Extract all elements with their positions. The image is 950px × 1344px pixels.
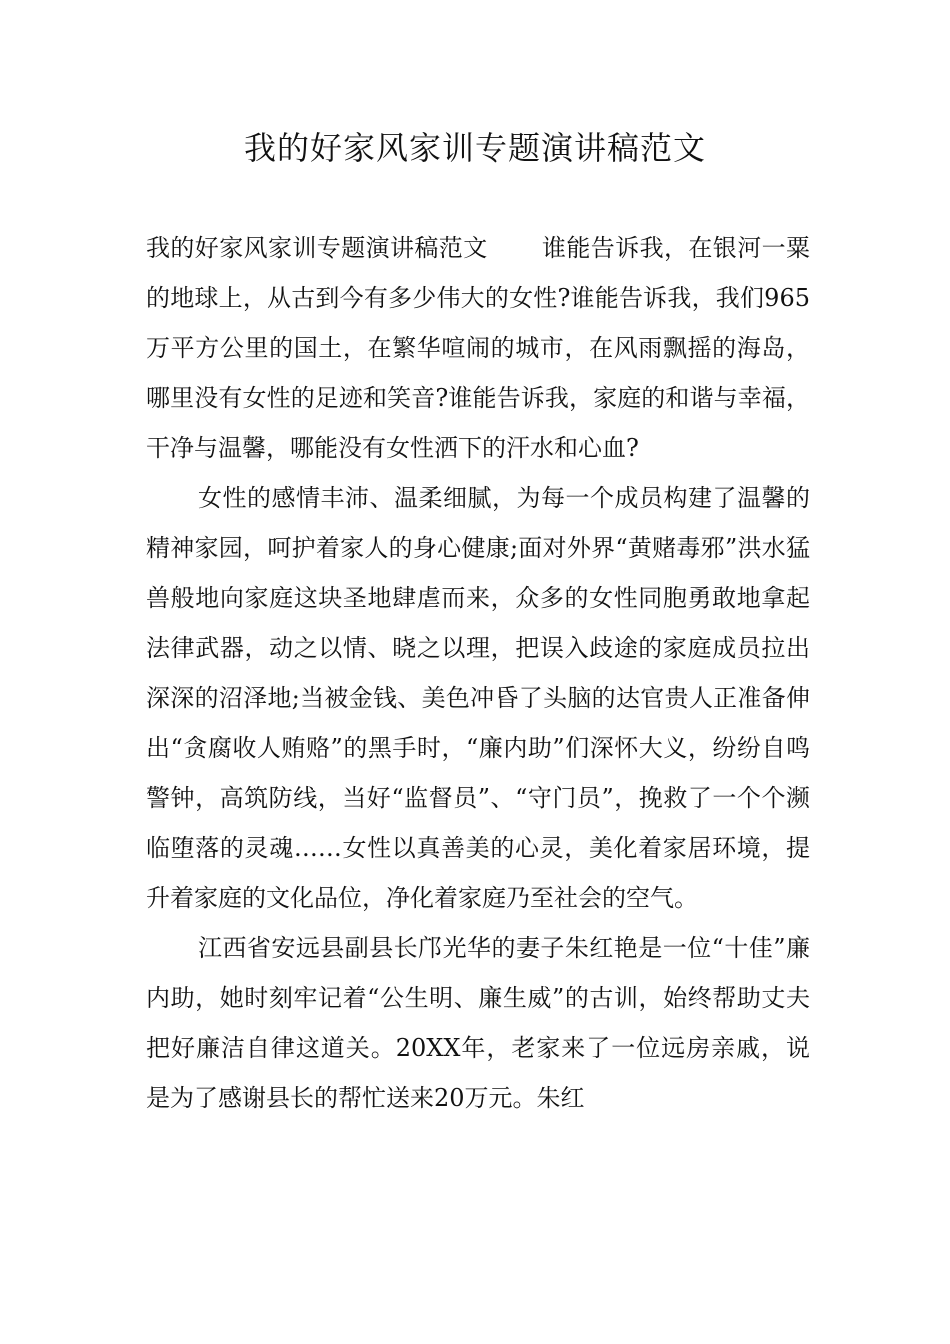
document-title: 我的好家风家训专题演讲稿范文 <box>243 129 706 167</box>
document-body <box>146 223 810 1123</box>
paragraph-1 <box>146 223 810 473</box>
paragraph-1-lead: 我的好家风家训专题演讲稿范文 <box>146 234 488 262</box>
paragraph-1-text: 谁能告诉我，在银河一粟的地球上，从古到今有多少伟大的女性?谁能告诉我，我们965万平方公里的国土，在繁华喧闹的城市，在风雨飘摇的海岛，哪里没有女性的足迹和笑音?谁能告诉我，家庭的和谐与幸福，干净与温馨，哪能没有女性洒下的汗水和心血? <box>146 234 811 462</box>
paragraph-3: 江西省安远县副县长邝光华的妻子朱红艳是一位“十佳”廉内助，她时刻牢记着“公生明、廉生威”的古训，始终帮助丈夫把好廉洁自律这道关。20XX年，老家来了一位远房亲戚，说是为了感谢县长的帮忙送来20万元。朱红 <box>146 934 810 1112</box>
paragraph-2: 女性的感情丰沛、温柔细腻，为每一个成员构建了温馨的精神家园，呵护着家人的身心健康;面对外界“黄赌毒邪”洪水猛兽般地向家庭这块圣地肆虐而来，众多的女性同胞勇敢地拿起法律武器，动之以情、晓之以理，把误入歧途的家庭成员拉出深深的沼泽地;当被金钱、美色冲昏了头脑的达官贵人正准备伸出“贪腐收人贿赂”的黑手时，“廉内助”们深怀大义，纷纷自鸣警钟，高筑防线，当好“监督员”、“守门员”，挽救了一个个濒临堕落的灵魂……女性以真善美的心灵，美化着家居环境，提升着家庭的文化品位，净化着家庭乃至社会的空气。 <box>146 484 810 912</box>
